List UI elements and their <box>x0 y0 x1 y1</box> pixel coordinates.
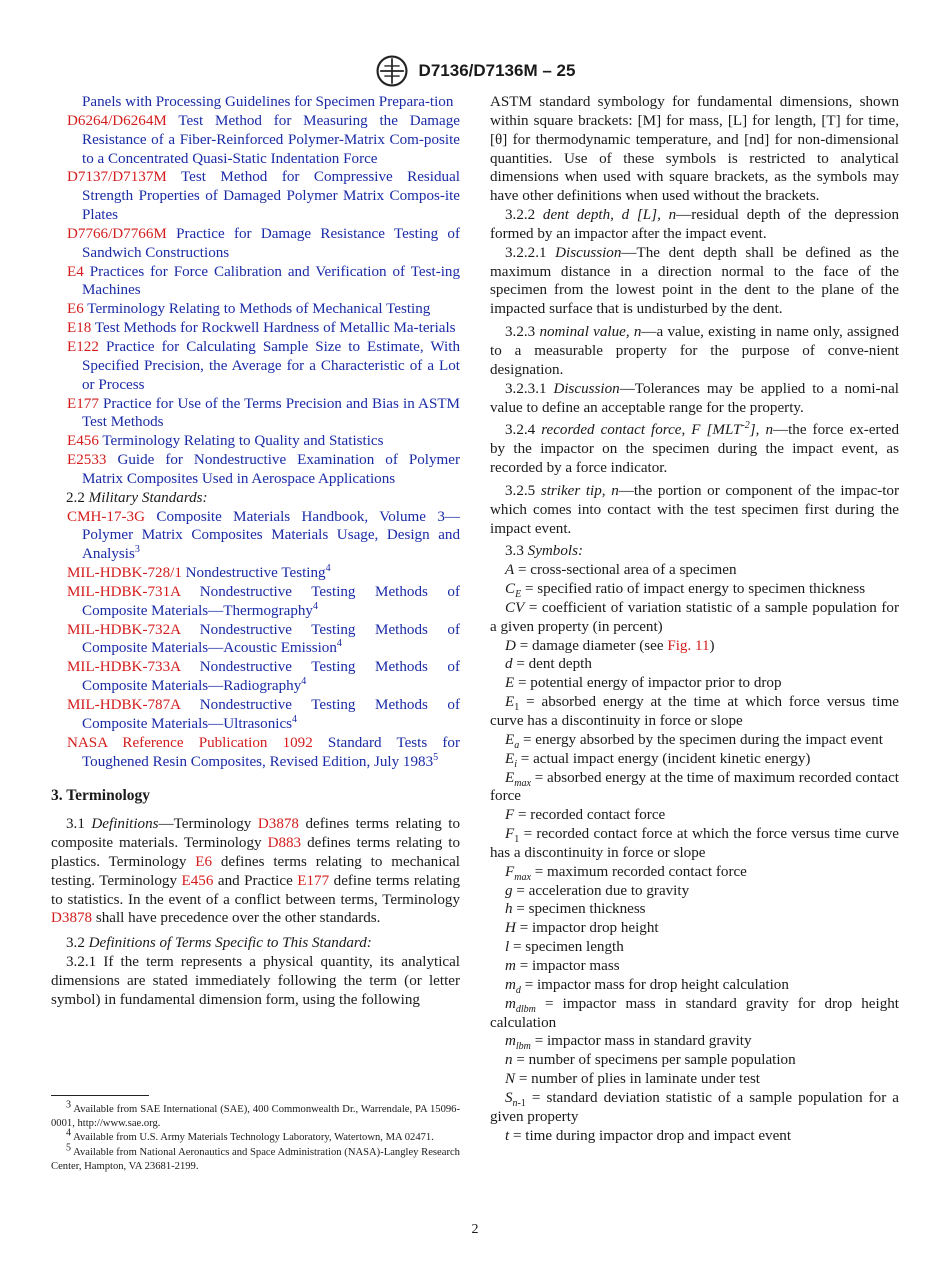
symbol-entry: $F_{max}$ = maximum recorded contact force <box>505 863 747 883</box>
reference-title[interactable]: Practice for Calculating Sample Size to Estimate, With Specified Precision, the Average for a Characteristic of a Lot or Process <box>82 338 460 393</box>
reference-title[interactable]: Terminology Relating to Methods of Mechanical Testing <box>87 301 431 318</box>
symbol-entry: m = impactor mass <box>505 957 620 974</box>
symbols-heading: 3.3 Symbols: <box>505 543 583 560</box>
reference-code[interactable]: E456 <box>67 433 99 450</box>
symbol-entry: $E_a$ = energy absorbed by the specimen during the impact event <box>505 731 883 751</box>
reference-title[interactable]: Nondestructive Testing Methods of Composite Materials—Radiography <box>82 659 460 695</box>
reference-entry <box>51 263 460 301</box>
symbol-entry: N = number of plies in laminate under test <box>505 1071 761 1088</box>
footnote-mark: 4 <box>292 713 298 725</box>
reference-code[interactable]: MIL-HDBK-732A <box>67 621 181 638</box>
discussion-nominal-value: 3.2.3.1 Discussion—Tolerances may be applied to a nomi-nal value to define an acceptable range for the property. <box>490 380 899 416</box>
footnote-mark: 4 <box>336 638 342 650</box>
reference-code[interactable]: E18 <box>67 320 92 337</box>
reference-entry <box>51 564 460 583</box>
paragraph-3-2: 3.2 Definitions of Terms Specific to This Standard: <box>66 935 372 952</box>
reference-entry <box>51 112 460 169</box>
definition-recorded-contact-force: 3.2.4 recorded contact force, F $[MLT^{-2}]$, n—the force ex-erted by the impactor on the specimen during the impact event, as recorded by a force indicator. <box>490 420 899 477</box>
symbol-entry: d = dent depth <box>505 656 592 673</box>
military-standards-heading: 2.2 Military Standards: <box>66 489 208 506</box>
definition-striker-tip: 3.2.5 striker tip, n—the portion or component of the impac-tor which comes into contact with the test specimen first during the impact event. <box>490 482 899 537</box>
paragraph-3-2-1-continued: ASTM standard symbology for fundamental dimensions, shown within square brackets: [M] for mass, [L] for length, [T] for time, [θ] for thermodynamic temperature, and [nd] for non-dimensional quantities. Use of these symbols is restricted to analytical dimensions when used with square brackets, as the symbols may have other definitions when used without the brackets. <box>490 94 899 205</box>
standard-link[interactable]: D883 <box>267 835 302 852</box>
symbol-entry: $S_{n-1}$ = standard deviation statistic of a sample population for a given property <box>490 1089 899 1125</box>
symbol-entry: $m_{dlbm}$ = impactor mass in standard gravity for drop height calculation <box>490 995 899 1031</box>
reference-title[interactable]: Guide for Nondestructive Examination of Polymer Matrix Composites Used in Aerospace Applications <box>82 452 460 487</box>
reference-code[interactable]: E122 <box>67 338 99 355</box>
reference-title[interactable]: Nondestructive Testing Methods of Composite Materials—Thermography <box>82 583 460 619</box>
figure-link[interactable]: Fig. 11 <box>667 637 710 654</box>
reference-entry <box>51 658 460 696</box>
standard-link[interactable]: E456 <box>181 872 214 889</box>
reference-entry <box>51 168 460 225</box>
reference-entry <box>51 696 460 734</box>
symbol-entry: D = damage diameter (see Fig. 11) <box>505 637 715 654</box>
reference-code[interactable]: D6264/D6264M <box>67 112 167 129</box>
reference-entry <box>51 225 460 263</box>
reference-title[interactable]: Nondestructive Testing <box>185 565 326 582</box>
symbol-entry: CV = coefficient of variation statistic of a sample population for a given property (in percent) <box>490 599 899 635</box>
footnote-mark: 4 <box>301 676 307 688</box>
symbol-entry: $E_1$ = absorbed energy at the time at which force versus time curve has a discontinuity in force or slope <box>490 694 900 729</box>
reference-title[interactable]: Nondestructive Testing Methods of Composite Materials—Acoustic Emission <box>82 621 460 657</box>
reference-entry <box>51 451 460 489</box>
page-header <box>0 54 950 88</box>
reference-title[interactable]: Practices for Force Calibration and Verification of Test-ing Machines <box>82 263 461 299</box>
reference-entry <box>51 319 460 338</box>
symbol-entry: g = acceleration due to gravity <box>505 882 690 899</box>
left-column <box>51 93 460 1010</box>
reference-title[interactable]: Nondestructive Testing Methods of Composite Materials—Ultrasonics <box>82 697 460 732</box>
reference-entry <box>51 508 460 565</box>
paragraph-3-2-1: 3.2.1 If the term represents a physical quantity, its analytical dimensions are stated immediately following the term (or letter symbol) in fundamental dimension form, using the following <box>51 954 460 1008</box>
reference-entry <box>51 583 460 621</box>
reference-title[interactable]: Terminology Relating to Quality and Statistics <box>102 433 384 450</box>
reference-code[interactable]: D7137/D7137M <box>67 169 167 186</box>
symbol-entry: $C_E$ = specified ratio of impact energy to specimen thickness <box>505 581 866 601</box>
reference-title[interactable]: Test Method for Measuring the Damage Resistance of a Fiber-Reinforced Polymer-Matrix Com-posite to a Concentrated Quasi-Static Indentation Force <box>82 112 460 167</box>
reference-code[interactable]: MIL-HDBK-733A <box>67 659 181 676</box>
reference-title[interactable]: Test Methods for Rockwell Hardness of Metallic Ma-terials <box>94 320 456 337</box>
reference-entry <box>51 621 460 659</box>
astm-logo-icon <box>375 54 409 88</box>
reference-code[interactable]: CMH-17-3G <box>67 508 145 525</box>
symbol-entry: n = number of specimens per sample population <box>505 1052 796 1069</box>
definition-nominal-value: 3.2.3 nominal value, n—a value, existing in name only, assigned to a measurable property for the purpose of conve-nient designation. <box>490 324 899 378</box>
symbol-entry: l = specimen length <box>505 939 624 956</box>
page-number: 2 <box>471 1222 479 1237</box>
symbol-entry: $E_{max}$ = absorbed energy at the time of maximum recorded contact force <box>490 769 899 805</box>
footnote-mark: 5 <box>433 751 439 763</box>
symbol-entry: h = specimen thickness <box>505 901 646 918</box>
reference-title[interactable]: Panels with Processing Guidelines for Specimen Prepara-tion <box>82 94 454 110</box>
reference-code[interactable]: D7766/D7766M <box>67 225 167 242</box>
footnote: $^3$ Available from SAE International (SAE), 400 Commonwealth Dr., Warrendale, PA 15096-0001, http://www.sae.org. <box>51 1099 460 1130</box>
right-column <box>490 93 899 1145</box>
footnote: $^4$ Available from U.S. Army Materials Technology Laboratory, Watertown, MA 02471. <box>66 1127 434 1144</box>
standard-link[interactable]: E177 <box>297 872 330 889</box>
reference-entry <box>51 300 460 319</box>
definition-dent-depth: 3.2.2 dent depth, d [L], n—residual depth of the depression formed by an impactor after the impact event. <box>490 207 899 242</box>
section-heading: 3. Terminology <box>51 787 151 805</box>
reference-code[interactable]: E4 <box>67 263 84 280</box>
reference-entry <box>51 432 460 451</box>
reference-code[interactable]: MIL-HDBK-787A <box>67 697 181 713</box>
standard-link[interactable]: E6 <box>195 853 213 870</box>
reference-entry <box>51 338 460 395</box>
reference-title[interactable]: Practice for Use of the Terms Precision and Bias in ASTM Test Methods <box>82 395 460 431</box>
footnote-mark: 4 <box>312 600 318 612</box>
reference-entry <box>51 93 460 112</box>
symbol-entry: $m_d$ = impactor mass for drop height calculation <box>505 976 789 996</box>
footnote-mark: 4 <box>325 563 331 575</box>
symbol-entry: A = cross-sectional area of a specimen <box>505 562 737 579</box>
reference-entry <box>51 734 460 772</box>
standard-link[interactable]: D3878 <box>257 816 299 833</box>
reference-title[interactable]: Composite Materials Handbook, Volume 3—Polymer Matrix Composites Materials Usage, Design and Analysis <box>82 508 460 563</box>
symbol-entry: E = potential energy of impactor prior to drop <box>505 675 782 692</box>
reference-title[interactable]: Test Method for Compressive Residual Strength Properties of Damaged Polymer Matrix Compos-ite Plates <box>82 169 460 224</box>
symbol-entry: $E_i$ = actual impact energy (incident kinetic energy) <box>505 750 811 770</box>
standard-link[interactable]: D3878 <box>51 910 93 927</box>
footnote-rule <box>51 1095 149 1096</box>
footnote: $^5$ Available from National Aeronautics and Space Administration (NASA)-Langley Research Center, Hampton, VA 23681-2199. <box>51 1142 460 1172</box>
footnote-mark: 3 <box>134 544 140 556</box>
reference-code[interactable]: E6 <box>67 301 84 318</box>
discussion-dent-depth: 3.2.2.1 Discussion—The dent depth shall be defined as the maximum distance in a direction normal to the face of the specimen from the lowest point in the dent to the plane of the impacted surface that is undisturbed by the dent. <box>490 244 899 318</box>
footnotes <box>51 1099 460 1174</box>
reference-code[interactable]: MIL-HDBK-728/1 <box>67 565 182 582</box>
symbol-entry: $F_1$ = recorded contact force at which the force versus time curve has a discontinuity in force or slope <box>490 826 899 861</box>
reference-code[interactable]: E2533 <box>67 452 107 469</box>
symbol-entry: $m_{lbm}$ = impactor mass in standard gravity <box>505 1033 752 1053</box>
symbol-entry: F = recorded contact force <box>505 807 666 824</box>
reference-code[interactable]: E177 <box>67 395 99 412</box>
standard-designation: D7136/D7136M – 25 <box>418 61 576 80</box>
symbol-entry: H = impactor drop height <box>505 920 659 937</box>
reference-title[interactable]: Standard Tests for Toughened Resin Composites, Revised Edition, July 1983 <box>82 734 460 770</box>
reference-code[interactable]: NASA Reference Publication 1092 <box>67 734 313 751</box>
reference-entry <box>51 395 460 433</box>
paragraph-3-1: 3.1 Definitions—Terminology D3878 defines terms relating to composite materials. Terminology D883 defines terms relating to plastics. Terminology E6 defines terms relating to mechanical testing. Terminology E456 and Practice E177 define terms relating to statistics. In the event of a conflict between terms, Terminology D3878 shall have precedence over the other standards. <box>51 816 461 927</box>
symbol-entry: t = time during impactor drop and impact event <box>505 1127 792 1144</box>
reference-code[interactable]: MIL-HDBK-731A <box>67 583 181 600</box>
reference-title[interactable]: Practice for Damage Resistance Testing of Sandwich Constructions <box>82 225 460 261</box>
